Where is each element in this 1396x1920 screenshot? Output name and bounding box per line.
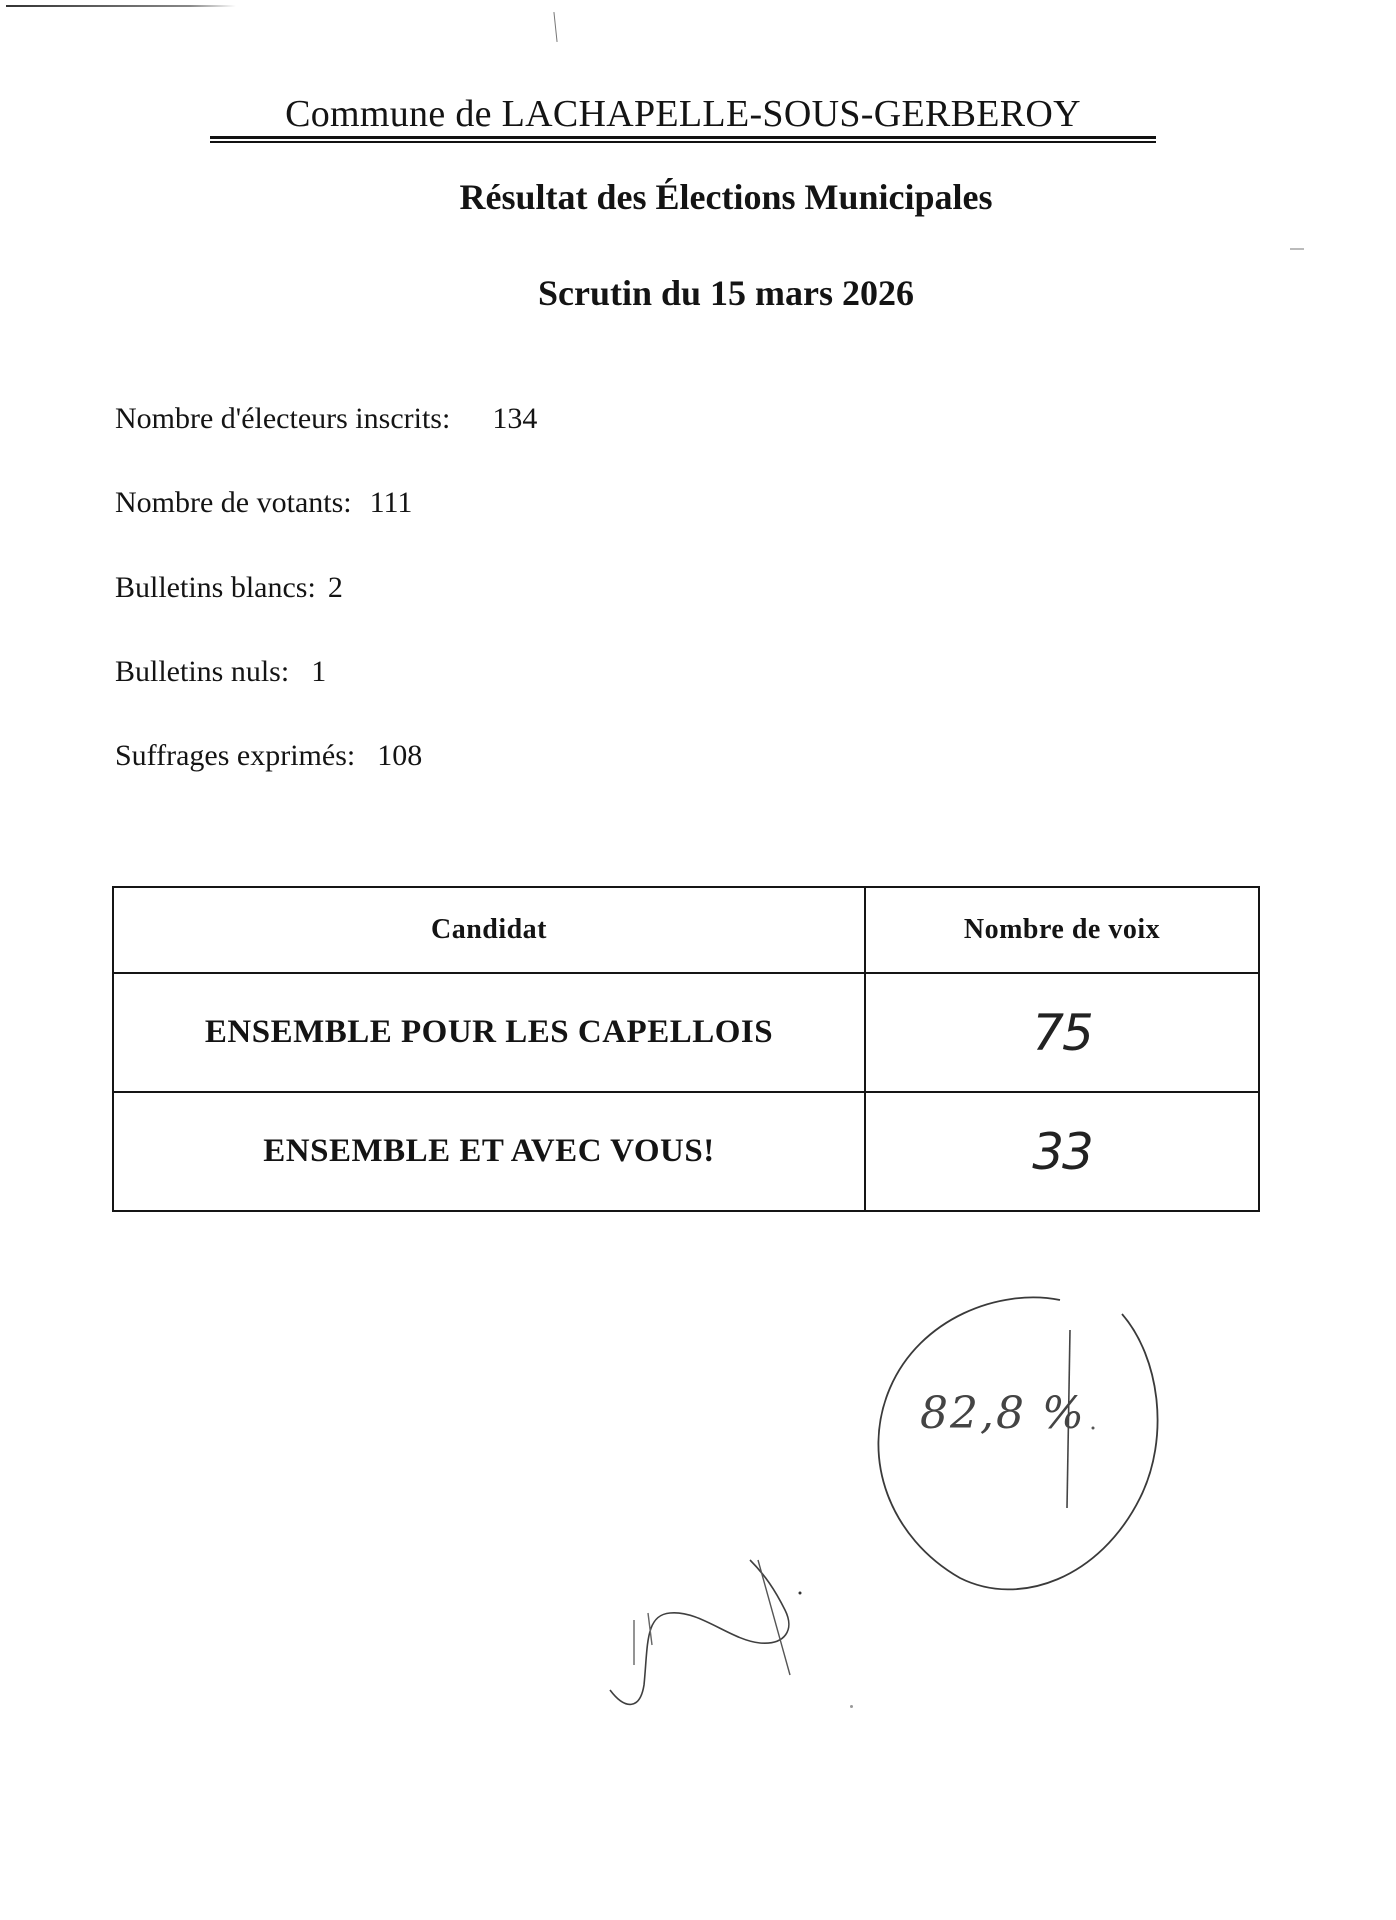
stat-label: Bulletins nuls:	[115, 655, 290, 688]
title-underline	[210, 136, 1156, 143]
table-row	[113, 1092, 1259, 1211]
candidate-cell	[113, 973, 865, 1092]
stat-registered-voters	[115, 402, 537, 436]
scan-speck	[1290, 248, 1304, 250]
stat-value: 1	[311, 655, 327, 688]
stat-label: Suffrages exprimés:	[115, 739, 356, 772]
candidate-name: ENSEMBLE ET AVEC VOUS!	[263, 1133, 715, 1169]
stat-expressed-votes	[115, 739, 422, 773]
table-header-row	[113, 887, 1259, 973]
stat-null-ballots	[115, 655, 326, 689]
handwritten-votes: 75	[1032, 1003, 1092, 1062]
stat-label: Nombre d'électeurs inscrits:	[115, 402, 451, 435]
commune-title: Commune de LACHAPELLE-SOUS-GERBEROY	[285, 93, 1081, 135]
header	[210, 92, 1156, 136]
handwritten-votes: 33	[1032, 1122, 1092, 1181]
stat-label: Bulletins blancs:	[115, 571, 316, 604]
column-header-votes: Nombre de voix	[865, 887, 1259, 973]
stat-voters	[115, 486, 412, 520]
percentage-text: 82,8 %	[920, 1388, 1086, 1439]
signature-stroke-icon	[600, 1535, 820, 1715]
candidate-cell	[113, 1092, 865, 1211]
stat-value: 134	[492, 402, 538, 435]
votes-cell	[865, 973, 1259, 1092]
scan-edge-line	[6, 5, 236, 7]
ellipse-stroke-icon	[850, 1278, 1180, 1608]
candidate-name: ENSEMBLE POUR LES CAPELLOIS	[204, 1014, 774, 1050]
circled-percentage-annotation	[850, 1278, 1180, 1608]
stat-label: Nombre de votants:	[115, 486, 352, 519]
signature	[600, 1535, 820, 1715]
table-row	[113, 973, 1259, 1092]
scan-mark	[553, 12, 557, 42]
results-table	[112, 886, 1260, 1212]
stat-value: 111	[369, 486, 413, 519]
document-title: Résultat des Élections Municipales	[459, 177, 993, 217]
stat-value: 108	[377, 739, 423, 772]
stat-value: 2	[327, 571, 343, 604]
election-date: Scrutin du 15 mars 2026	[537, 273, 915, 313]
column-header-candidate: Candidat	[113, 887, 865, 973]
votes-cell	[865, 1092, 1259, 1211]
stat-blank-ballots	[115, 571, 343, 605]
scan-speck	[850, 1705, 853, 1708]
